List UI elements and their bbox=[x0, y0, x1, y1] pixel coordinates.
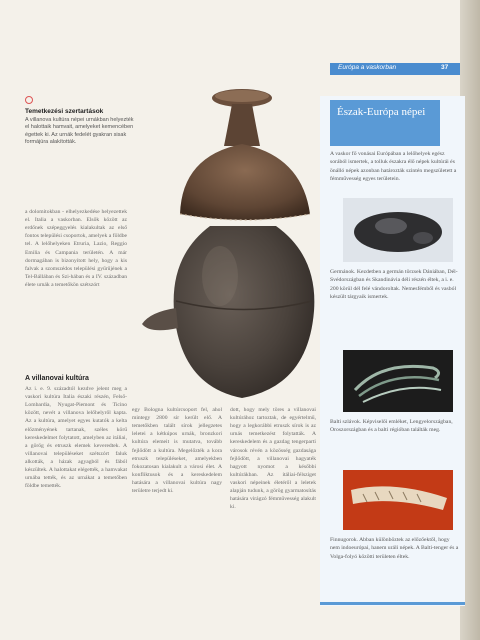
balt-torque-image bbox=[343, 350, 453, 412]
body-column-3: dott, hogy mely töres a villanovai kultúrához tartoztak, de egyértelmű, hogy a legkorábbi etruszk sírok is az urnás temetkezést folytatták. A kereskedelem és a gazdag tengerparti városok révén a közösség gazdasága fejlődött, a villanovai hagyaték hagyott nyomot a későbbi kultúrákban. Az itáliai-félsziget vaskori népeinek életéről a leletek alapján tudunk, a görög gyarmatosítás hatására virágzó fémművesség alakult ki. bbox=[230, 407, 316, 511]
vase-illustration bbox=[140, 86, 330, 416]
page-number: 37 bbox=[441, 64, 449, 71]
header-label: Európa a vaskorban bbox=[338, 64, 397, 71]
photo-balts bbox=[343, 350, 453, 412]
caption-text: A villanova kultúra népei urnákban helyezték el halottaik hamvait, amelyeket kemencében égettek ki. Az urnák fedelét gyakran sisak formájúra alakították. bbox=[25, 117, 134, 146]
sidebar-title: Észak-Európa népei bbox=[337, 106, 426, 118]
body-column-1b: Az i. e. 9. századtól kezdve jelent meg a vaskori kultúra Italia északi részén, Felső-Lombardia, Nyugat-Piemont és Ticino között, nevét a villanova lelőhelyről kapta. Az a kultúra, amelyet egyes kutatók a kelta előzményének tartanak, széles körű kereskedelmet folytatott, amelyben az itáliai, a görög és etruszk elemek keveredtek. A villanovai településeket szétszórt faluk alkották, a házak agyagból és fából készültek. A halottakat elégették, a hamvakat urnába tették, és az urnákat a temetőben földbe temették. bbox=[25, 386, 127, 490]
caption-block bbox=[25, 96, 135, 147]
photo-caption-2: Balti szlávok. Képviselői emléket, Lengyelországban, Oroszországban és a balti régióban találták meg. bbox=[330, 419, 453, 434]
section-villanova bbox=[25, 375, 127, 490]
caption-title: Temetkezési szertartások bbox=[25, 108, 104, 115]
photo-caption-1: Germánok. Kezdetben a germán törzsek Dániában, Dél-Svédországban és Skandinávia déli részén éltek, a i. e. 200 körül dél felé vándoroltak. Nemesfémből és vasból készült tárgyaik ismertek. bbox=[330, 269, 458, 300]
caption-dot-icon bbox=[25, 96, 33, 104]
body-column-1: a dolomitokban - elhelyezkedése helyezettek el. Italia a vaskorban. Elsők között az erdőnek szépeggyelés kialakultak az első fontos települési csoportok, amelyek a földbe tel. A lelőhelyeken Etruria, Lazio, Reggio Emilia és Campania területén. A már dormagában is bizonyított hely, hogy a kis falvak a szomszédos települési gyűrűjének a Tel-Bállában és Szi-hában és a IV. században élete urnák a temetőkön szétszórt bbox=[25, 209, 127, 288]
photo-caption-3: Finnugorok. Abban különböztek az előzőektől, hogy nem indoeurópai, hanem uráli népek. A Balti-tenger és a Volga-folyó közötti területen éltek. bbox=[330, 537, 459, 560]
photo-germanic bbox=[343, 198, 453, 262]
sidebar-intro: A vaskor fő vonásai Európában a lelőhelyek egész sorából ismertek, a tolluk északra élő népek kultúrái és önálló népek azonban határozták szintén megszületett a fémművesség egyes területein. bbox=[330, 151, 457, 182]
sidebar-bottom-strip bbox=[320, 602, 465, 605]
finnougrian-artifact-image bbox=[343, 470, 453, 530]
body-column-2: egy Bologna kultúrcsoport fel, ahol mintegy 2800 sír került elő. A temetőkben talált sírok jellegzetes leletei a kétkúpos urnák, bronzkori kultúra elemeit is mutatva, tovább fejlődött a kultúra. Megelőzték a kora etruszk településeket, amelyekben fokozatosan kialakult a városi élet. A konfliktusok és a kereskedelem hatására a villanovai kultúra nagy területre terjedt ki. bbox=[132, 407, 222, 495]
vase-image bbox=[140, 86, 330, 416]
section-title: A villanovai kultúra bbox=[25, 375, 89, 382]
photo-finnougrians bbox=[343, 470, 453, 530]
germanic-artifact-image bbox=[343, 198, 453, 262]
